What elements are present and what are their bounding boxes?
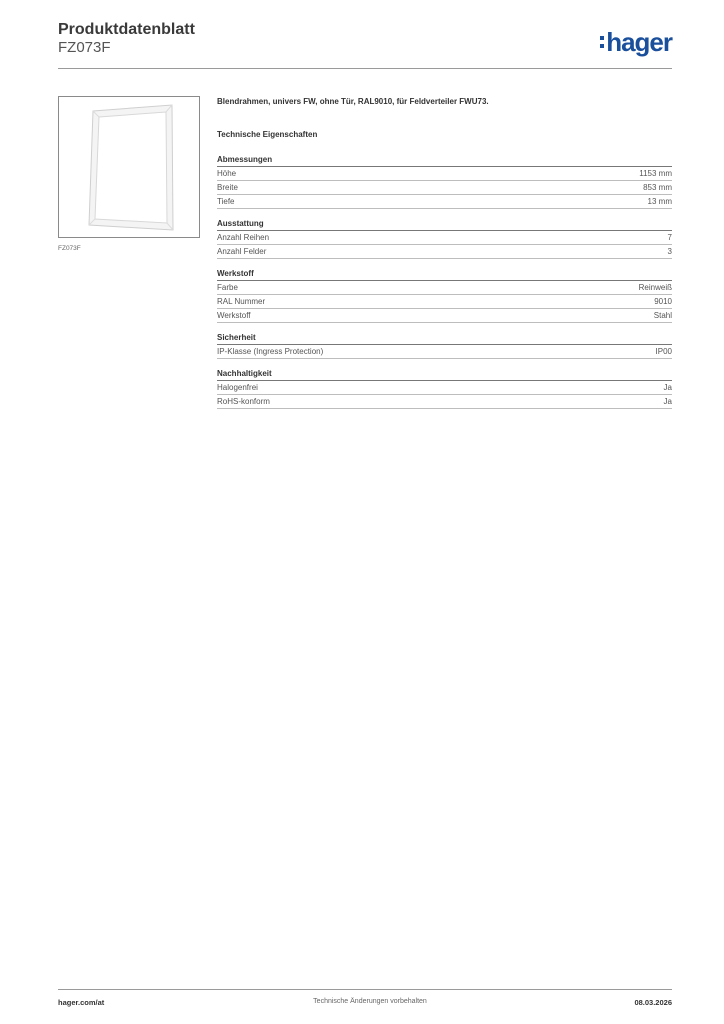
- section-title: Abmessungen: [217, 154, 672, 167]
- logo-colon-icon: [600, 34, 604, 50]
- image-caption: FZ073F: [58, 245, 81, 252]
- header-divider: [58, 68, 672, 69]
- property-row: [217, 245, 672, 259]
- property-section: [217, 368, 672, 409]
- property-section: [217, 332, 672, 359]
- property-row: [217, 295, 672, 309]
- footer-website: hager.com/at: [58, 998, 105, 1007]
- section-title: Sicherheit: [217, 332, 672, 345]
- hager-logo: [600, 28, 672, 56]
- section-title: Werkstoff: [217, 268, 672, 281]
- page-title: Produktdatenblatt: [58, 21, 195, 38]
- property-row: [217, 231, 672, 245]
- property-value: 9010: [654, 297, 672, 306]
- property-row: [217, 381, 672, 395]
- property-row: [217, 167, 672, 181]
- property-row: [217, 345, 672, 359]
- property-label: Höhe: [217, 169, 237, 178]
- property-label: Anzahl Felder: [217, 247, 267, 256]
- property-row: [217, 195, 672, 209]
- product-image: [58, 96, 200, 238]
- property-row: [217, 281, 672, 295]
- property-label: Farbe: [217, 283, 238, 292]
- property-value: Reinweiß: [638, 283, 672, 292]
- property-label: Anzahl Reihen: [217, 233, 270, 242]
- logo-text: hager: [606, 27, 672, 57]
- product-description: Blendrahmen, univers FW, ohne Tür, RAL9010, für Feldverteiler FWU73.: [217, 97, 489, 106]
- property-row: [217, 395, 672, 409]
- property-value: 1153 mm: [639, 169, 672, 178]
- property-label: IP-Klasse (Ingress Protection): [217, 347, 324, 356]
- property-label: RAL Nummer: [217, 297, 266, 306]
- tech-properties-heading: Technische Eigenschaften: [217, 130, 318, 139]
- property-value: 7: [667, 233, 672, 242]
- property-row: [217, 309, 672, 323]
- property-value: 3: [667, 247, 672, 256]
- property-value: Ja: [663, 383, 672, 392]
- property-section: [217, 154, 672, 209]
- property-value: 853 mm: [643, 183, 672, 192]
- property-value: Ja: [663, 397, 672, 406]
- frame-illustration-icon: [59, 97, 201, 239]
- section-title: Nachhaltigkeit: [217, 368, 672, 381]
- property-label: Halogenfrei: [217, 383, 258, 392]
- product-details: [217, 96, 672, 409]
- property-value: Stahl: [653, 311, 672, 320]
- footer-notice: Technische Änderungen vorbehalten: [313, 998, 427, 1005]
- footer-divider: [58, 989, 672, 990]
- section-title: Ausstattung: [217, 218, 672, 231]
- footer-date: 08.03.2026: [634, 998, 672, 1007]
- property-label: Tiefe: [217, 197, 235, 206]
- property-row: [217, 181, 672, 195]
- property-label: Werkstoff: [217, 311, 251, 320]
- property-label: Breite: [217, 183, 238, 192]
- property-section: [217, 218, 672, 259]
- product-code: FZ073F: [58, 39, 111, 56]
- property-section: [217, 268, 672, 323]
- property-value: 13 mm: [647, 197, 672, 206]
- properties-table: [217, 154, 672, 409]
- property-value: IP00: [655, 347, 672, 356]
- property-label: RoHS-konform: [217, 397, 270, 406]
